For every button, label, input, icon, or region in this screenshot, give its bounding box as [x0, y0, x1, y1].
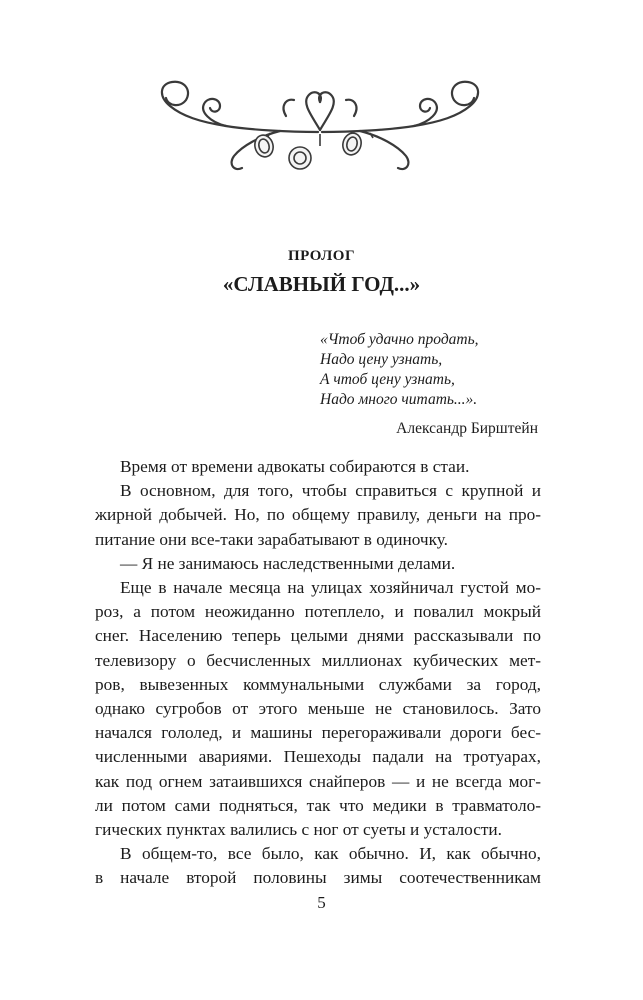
epigraph-line: Надо много читать...».	[320, 391, 478, 408]
text-line: Время от времени адвокаты собираются в стаи.	[120, 457, 470, 476]
epigraph-line: «Чтоб удачно продать,	[320, 331, 479, 348]
page-number: 5	[317, 893, 326, 912]
text-line: питание они все-таки зарабатывают в одиночку.	[95, 529, 448, 549]
text-line: начался гололед, и машины перегораживали дороги бес-	[95, 723, 541, 743]
paragraph	[95, 552, 541, 576]
text-line: снег. Населению теперь целыми днями рассказывали по	[95, 626, 541, 646]
text-line: как под огнем затаившихся снайперов — и не всегда мог-	[95, 771, 541, 791]
body-text	[95, 455, 541, 891]
text-line: — Я не занимаюсь наследственными делами.	[120, 553, 456, 573]
text-line: ли потом сами подняться, так что медики в травматоло-	[95, 795, 541, 815]
decorative-flourish-ornament	[130, 76, 510, 176]
text-line: гических пунктах валились с ног от суеты и усталости.	[95, 820, 503, 840]
paragraph	[95, 479, 541, 552]
text-line: В общем-то, все было, как обычно. И, как обычно,	[120, 844, 541, 864]
paragraph	[95, 842, 541, 890]
text-line: В основном, для того, чтобы справиться с крупной и	[120, 481, 541, 501]
epigraph-author: Александр Бирштейн	[396, 420, 538, 437]
paragraph	[95, 576, 541, 842]
text-line: Еще в начале месяца на улицах хозяйничал густой мо-	[120, 578, 541, 598]
text-line: ров, вывезенных коммунальными службами за город,	[95, 674, 541, 694]
epigraph-line: А чтоб цену узнать,	[320, 371, 455, 388]
text-line: роз, а потом неожиданно потеплело, и повалил мокрый	[95, 602, 541, 622]
text-line: жирной добычей. Но, по общему правилу, деньги на про-	[95, 505, 541, 525]
chapter-title: «СЛАВНЫЙ ГОД...»	[222, 272, 421, 296]
text-line: однако сугробов от этого меньше не становилось. Зато	[95, 699, 541, 719]
text-line: телевизору о бесчисленных миллионах кубических мет-	[95, 650, 541, 670]
paragraph	[95, 455, 541, 479]
text-line: в начале второй половины зимы соотечественникам	[95, 868, 541, 888]
text-line: численными авариями. Пешеходы падали на тротуарах,	[95, 747, 541, 767]
chapter-label: ПРОЛОГ	[287, 248, 356, 264]
epigraph-line: Надо цену узнать,	[320, 351, 443, 368]
epigraph	[320, 330, 538, 439]
